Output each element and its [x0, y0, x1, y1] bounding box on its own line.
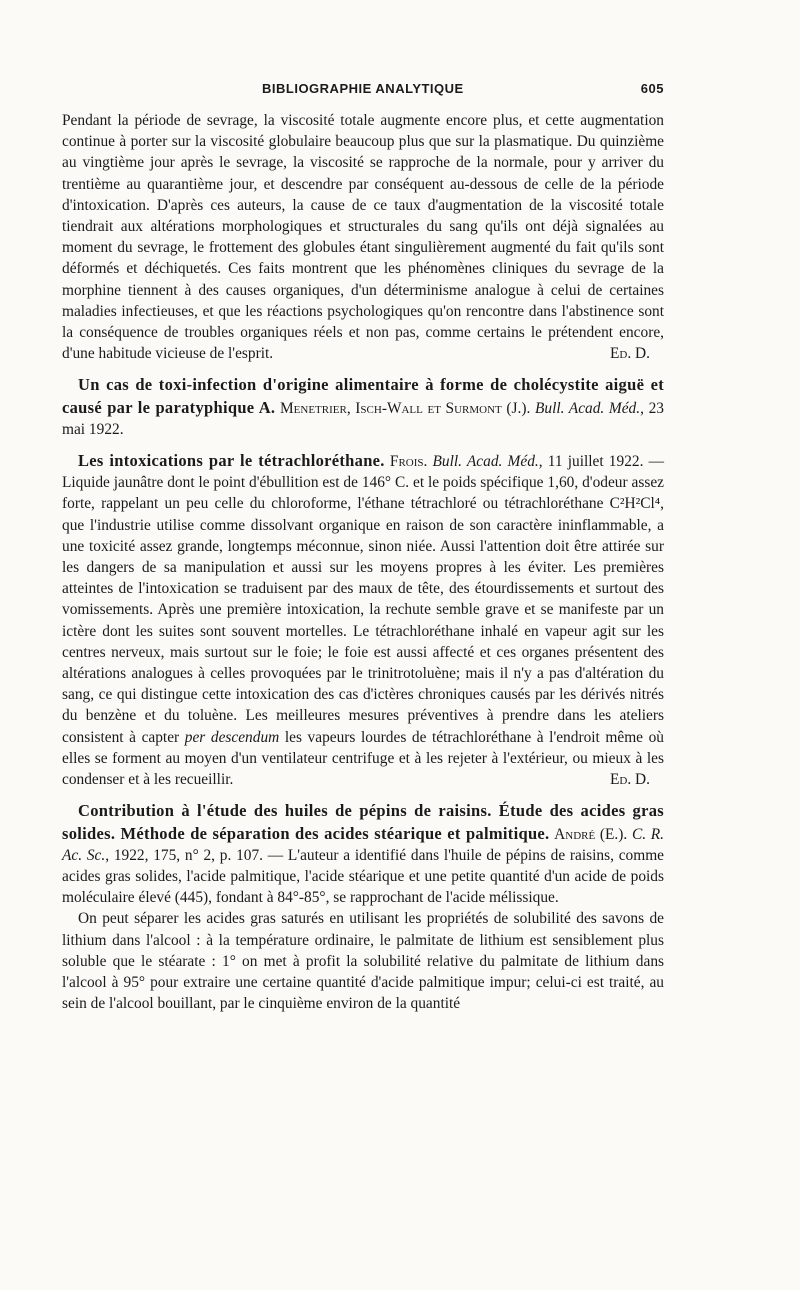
entry-title: Contribution à l'étude des huiles de pépins de raisins. Étude des acides gras solides. Méthode de séparation des acides stéarique et palmitique.: [62, 801, 664, 843]
entry-journal: Bull. Acad. Méd.: [432, 453, 539, 471]
entry-authors: Menetrier, Isch-Wall et Surmont (J.).: [279, 399, 531, 417]
entry-text: , 11 juillet 1922. — Liquide jaunâtre dont le point d'ébullition est de 146° C. et le poids spécifique 1,60, d'odeur assez forte, rappelant un peu celle du chloroforme, l'éthane tétrachloré ou tétrachloréthane C²H²Cl⁴, que l'industrie utilise comme dissolvant organique en raison de son caractère ininflammable, a une toxicité assez grande, longtemps méconnue, sinon niée. Aussi l'attention doit être attirée sur les dangers de sa manipulation et aussi sur les moyens propres à les éviter. Les premières atteintes de l'intoxication se traduisent par des maux de tête, des étourdissements et surtout des vomissements. Après une première intoxication, la rechute semble grave et se manifeste par un ictère dont les suites sont souvent mortelles. Le tétrachloréthane inhalé en vapeur agit sur les centres nerveux, mais surtout sur le foie; le foie est aussi affecté et ces organes présentent des altérations analogues à celles provoquées par le trinitrotoluène; mais il n'y a pas d'altération du sang, ce qui distingue cette intoxication des cas d'ictères chroniques causés par les dérivés nitrés du benzène et du toluène. Les meilleures mesures préventives à prendre dans les ateliers consistent à capter: [62, 453, 664, 746]
entry-author: André (E.).: [554, 825, 628, 843]
page: [62, 78, 664, 1014]
intro-paragraph: [62, 110, 664, 364]
entry-journal: C. R. Ac. Sc.: [62, 825, 664, 864]
entry-title: Un cas de toxi-infection d'origine alimentaire à forme de cholécystite aiguë et causé par le paratyphique A.: [62, 375, 664, 417]
entry-journal: Bull. Acad. Méd.: [534, 399, 641, 417]
intro-text: Pendant la période de sevrage, la viscosité totale augmente encore plus, et cette augmentation continue à porter sur la viscosité globulaire beaucoup plus que sur la plasmatique. Du quinzième au vingtième jour après le sevrage, la viscosité se rapproche de la normale, pour y arriver du trentième au quarantième jour, et descendre par conséquent au-dessous de celle de la période d'intoxication. D'après ces auteurs, la cause de ce taux d'augmentation de la viscosité totale tiendrait aux altérations morphologiques et structurales du sang qu'ils ont déjà signalées au moment du sevrage, le frottement des globules étant singulièrement augmenté du fait qu'ils sont déformés et déchiquetés. Ces faits montrent que les phénomènes cliniques du sevrage de la morphine tiennent à des causes organiques, d'un déterminisme analogue à celui de certaines maladies infectieuses, et que les réactions psychologiques qu'on rencontre dans l'abstinence sont la conséquence de troubles organiques réels et non pas, comme certains le prétendent encore, d'une habitude vicieuse de l'esprit.: [62, 112, 664, 363]
entry-text: , 1922, 175, n° 2, p. 107. — L'auteur a identifié dans l'huile de pépins de raisins, comme acides gras solides, l'acide palmitique, l'acide stéarique et une petite quantité d'un acide de poids moléculaire élevé (445), fondant à 84°-85°, se rapprochant de l'acide mélissique.: [62, 846, 665, 907]
running-head: [62, 78, 664, 100]
entry-huiles-pepins: [62, 800, 664, 908]
entry-text-continued: les vapeurs lourdes de tétrachloréthane à l'endroit même où elles se forment au moyen d'un ventilateur centrifuge et à les rejeter à l'extérieur, ou mieux à les condenser et à les recueillir.: [62, 728, 664, 789]
entry-author: Frois.: [389, 453, 428, 471]
entry-paratyphique: [62, 374, 664, 440]
entry-tetrachlorethane: [62, 450, 664, 790]
entry-title: Les intoxications par le tétrachloréthane.: [78, 451, 385, 471]
page-number: 605: [640, 81, 664, 96]
entry-italic-term: per descendum: [184, 728, 280, 746]
intro-signature: Ed. D.: [609, 345, 650, 363]
entry-paragraph-2: On peut séparer les acides gras saturés en utilisant les propriétés de solubilité des savons de lithium dans l'alcool : à la température ordinaire, le palmitate de lithium est sensiblement plus soluble que le stéarate : 1° on met à profit la solubilité relative du palmitate de lithium dans l'alcool à 95° pour extraire une certaine quantité d'acide palmitique impur; celui-ci est traité, au sein de l'alcool bouillant, par le cinquième environ de la quantité: [62, 910, 664, 1013]
entry-date: , 23 mai 1922.: [62, 399, 664, 438]
entry-signature: Ed. D.: [609, 771, 650, 789]
running-title: BIBLIOGRAPHIE ANALYTIQUE: [262, 81, 464, 96]
